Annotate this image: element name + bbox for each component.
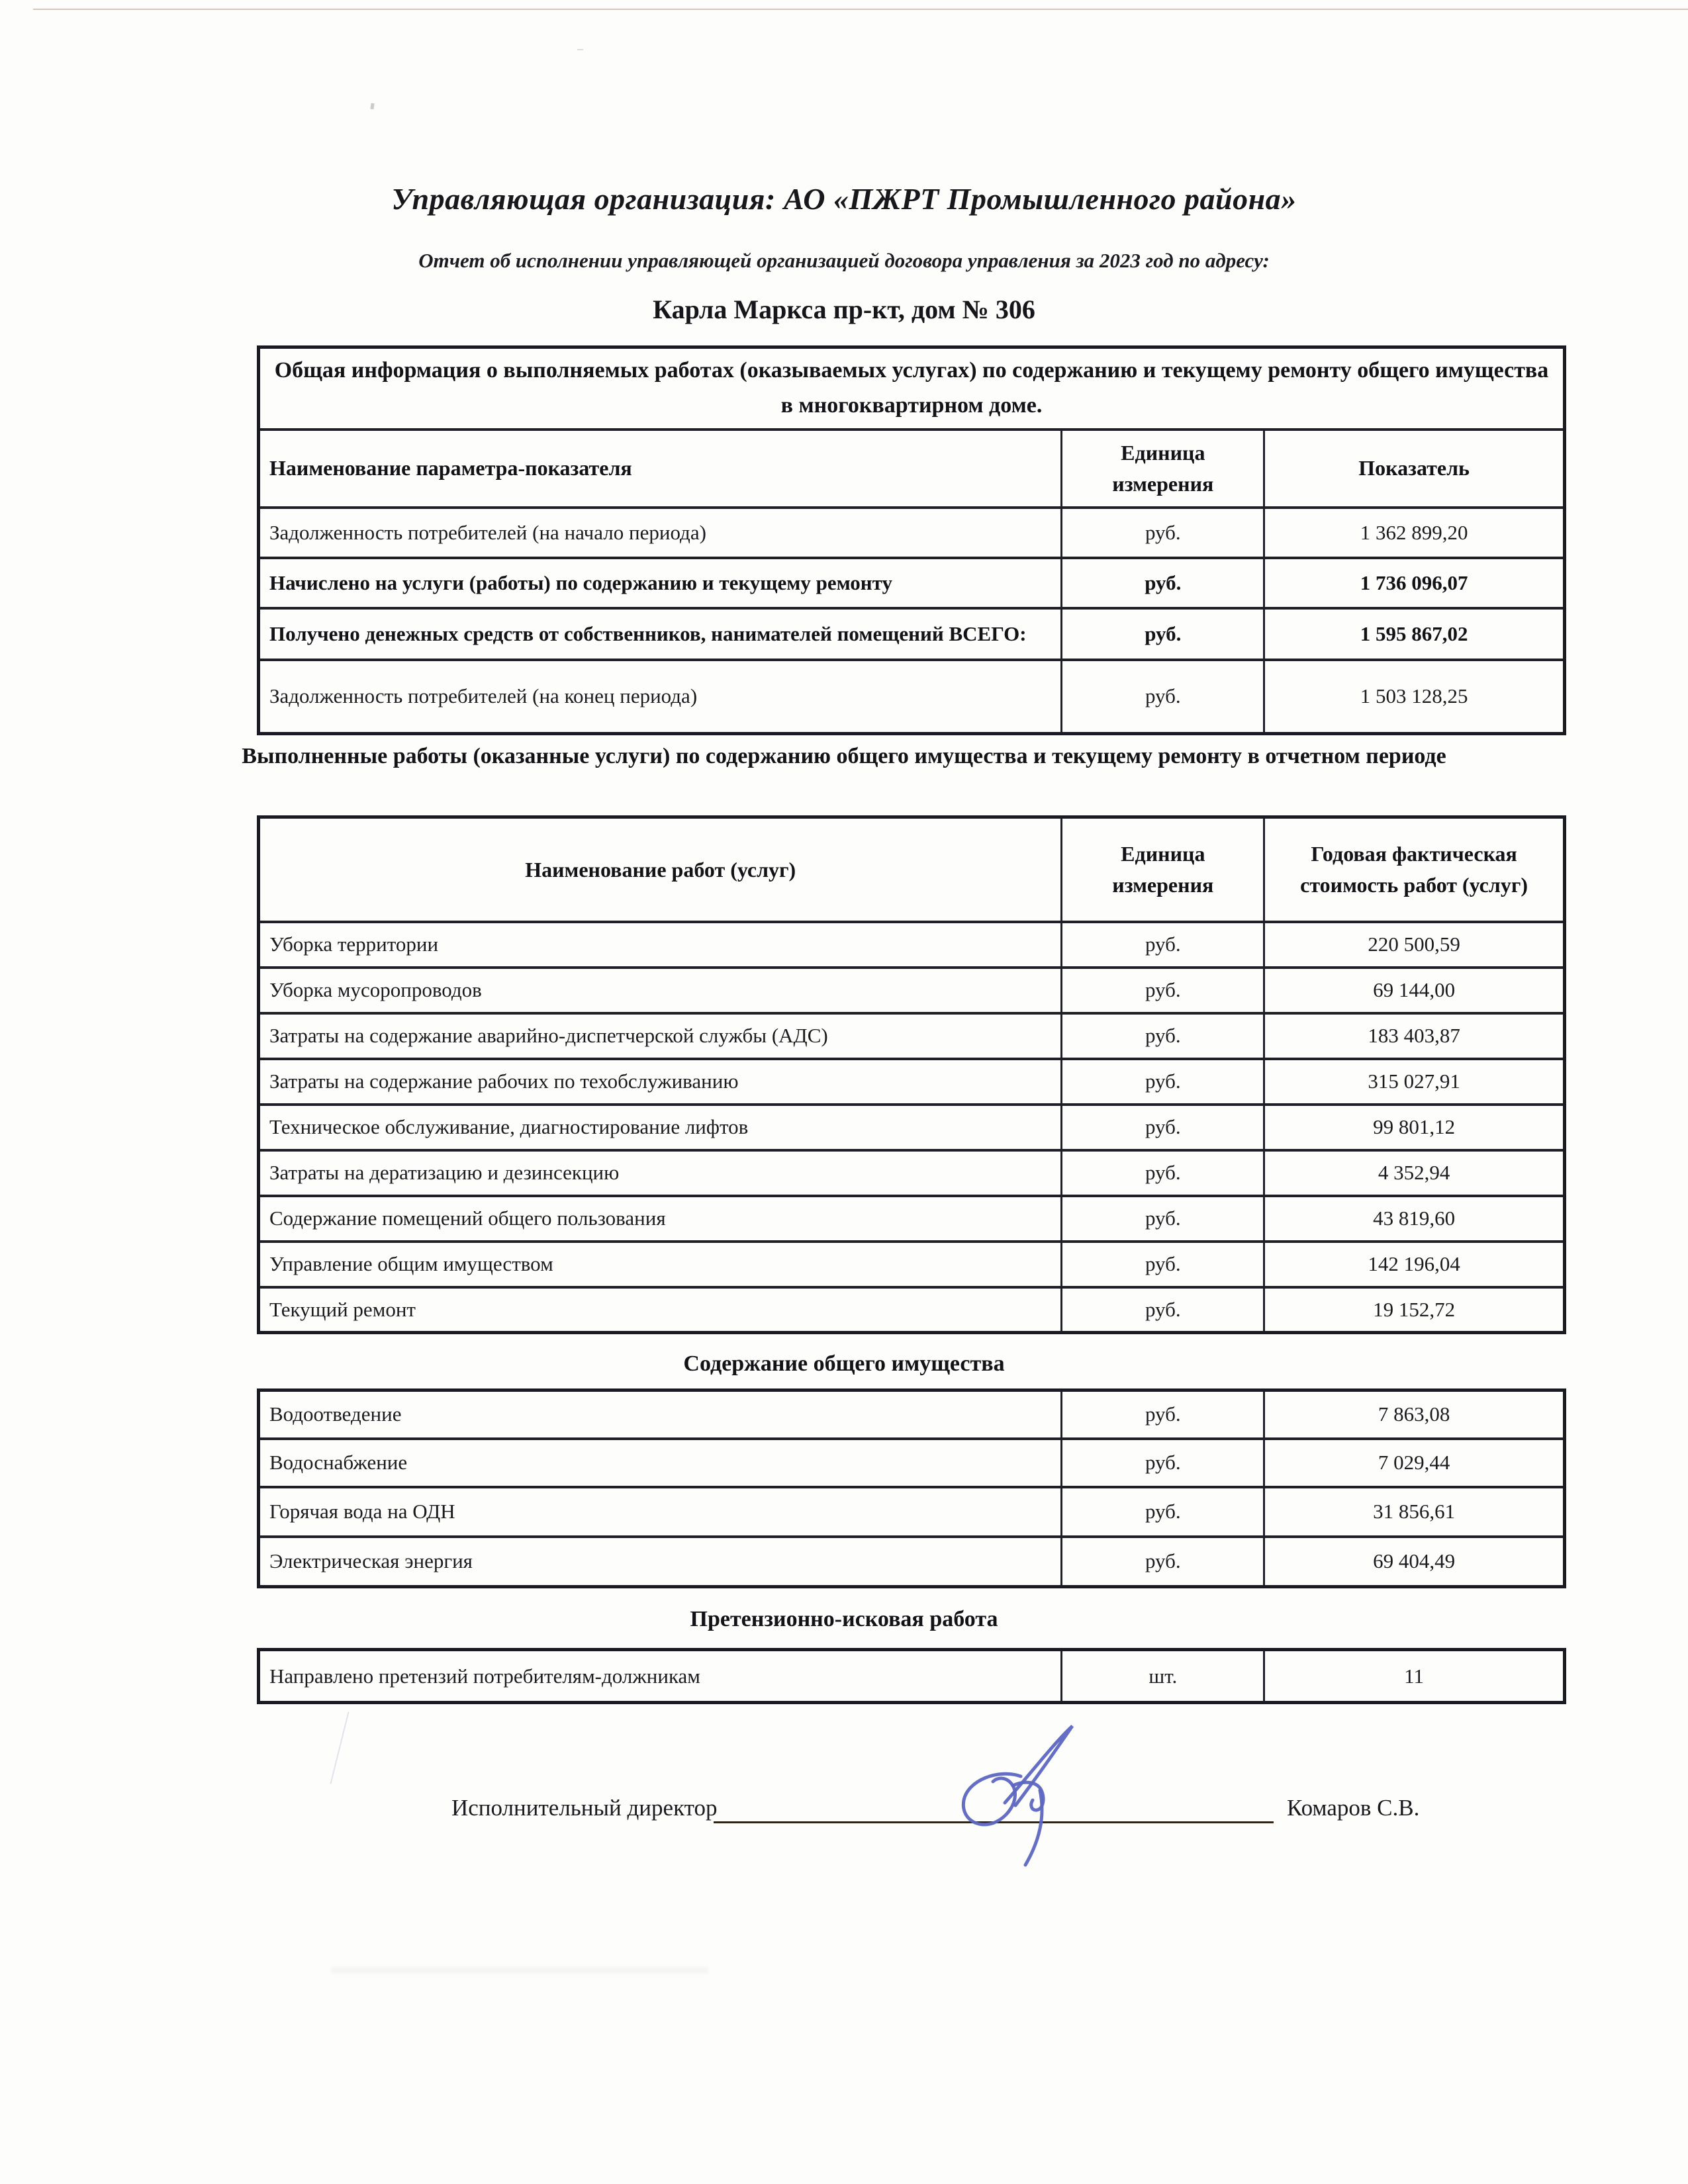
claim-name-cell: Направлено претензий потребителям-должникам — [259, 1650, 1062, 1703]
unit-cell: руб. — [1062, 1013, 1264, 1059]
table-row — [259, 558, 1565, 608]
work-name-cell: Техническое обслуживание, диагностирование лифтов — [259, 1105, 1062, 1150]
table-row — [259, 922, 1565, 968]
table-row — [259, 1650, 1565, 1703]
work-name-cell: Уборка мусоропроводов — [259, 968, 1062, 1013]
scan-ghost-stroke — [330, 1711, 349, 1784]
table-row — [259, 968, 1565, 1013]
unit-cell: руб. — [1062, 1487, 1264, 1537]
unit-cell: шт. — [1062, 1650, 1264, 1703]
service-name-cell: Водоснабжение — [259, 1439, 1062, 1487]
table-row — [259, 1059, 1565, 1105]
scan-artifact-line — [33, 9, 1688, 10]
value-cell: 142 196,04 — [1264, 1242, 1565, 1287]
value-cell: 183 403,87 — [1264, 1013, 1565, 1059]
work-name-cell: Текущий ремонт — [259, 1287, 1062, 1333]
table-row — [259, 1537, 1565, 1587]
value-cell: 4 352,94 — [1264, 1150, 1565, 1196]
unit-cell: руб. — [1062, 608, 1264, 660]
section-title-claims-work: Претензионно-исковая работа — [690, 1607, 998, 1631]
unit-cell: руб. — [1062, 1150, 1264, 1196]
unit-cell: руб. — [1062, 922, 1264, 968]
work-name-cell: Затраты на дератизацию и дезинсекцию — [259, 1150, 1062, 1196]
unit-cell: руб. — [1062, 1105, 1264, 1150]
column-header-unit: Единица измерения — [1062, 430, 1264, 508]
table-row — [259, 1013, 1565, 1059]
signature-name: Комаров С.В. — [1287, 1795, 1420, 1821]
value-cell: 315 027,91 — [1264, 1059, 1565, 1105]
table-row — [259, 508, 1565, 558]
signature-role-label: Исполнительный директор — [451, 1795, 718, 1821]
column-header-unit: Единица измерения — [1062, 817, 1264, 922]
section-title-performed-works: Выполненные работы (оказанные услуги) по содержанию общего имущества и текущему ремонту в отчетном периоде — [242, 744, 1446, 768]
unit-cell: руб. — [1062, 1059, 1264, 1105]
work-name-cell: Управление общим имуществом — [259, 1242, 1062, 1287]
value-cell: 7 029,44 — [1264, 1439, 1565, 1487]
general-info-table — [257, 345, 1566, 735]
param-name-cell: Начислено на услуги (работы) по содержанию и текущему ремонту — [259, 558, 1062, 608]
managing-organization-title: Управляющая организация: АО «ПЖРТ Промышленного района» — [391, 182, 1297, 216]
unit-cell: руб. — [1062, 1242, 1264, 1287]
unit-cell: руб. — [1062, 1439, 1264, 1487]
column-header-value: Годовая фактическая стоимость работ (услуг) — [1264, 817, 1565, 922]
performed-works-table — [257, 815, 1566, 1334]
value-cell: 43 819,60 — [1264, 1196, 1565, 1242]
value-cell: 19 152,72 — [1264, 1287, 1565, 1333]
table-row — [259, 1150, 1565, 1196]
param-name-cell: Получено денежных средств от собственников, нанимателей помещений ВСЕГО: — [259, 608, 1062, 660]
value-cell: 69 404,49 — [1264, 1537, 1565, 1587]
scan-smudge — [331, 1967, 708, 1974]
service-name-cell: Горячая вода на ОДН — [259, 1487, 1062, 1537]
value-cell: 1 736 096,07 — [1264, 558, 1565, 608]
value-cell: 31 856,61 — [1264, 1487, 1565, 1537]
work-name-cell: Содержание помещений общего пользования — [259, 1196, 1062, 1242]
column-header-value: Показатель — [1264, 430, 1565, 508]
claims-table — [257, 1648, 1566, 1704]
param-name-cell: Задолженность потребителей (на начало периода) — [259, 508, 1062, 558]
param-name-cell: Задолженность потребителей (на конец периода) — [259, 660, 1062, 734]
unit-cell: руб. — [1062, 558, 1264, 608]
unit-cell: руб. — [1062, 1537, 1264, 1587]
report-subtitle: Отчет об исполнении управляющей организацией договора управления за 2023 год по адресу: — [418, 249, 1270, 272]
table-row — [259, 1105, 1565, 1150]
section-title-common-property: Содержание общего имущества — [683, 1351, 1005, 1376]
work-name-cell: Уборка территории — [259, 922, 1062, 968]
unit-cell: руб. — [1062, 968, 1264, 1013]
table-row — [259, 1487, 1565, 1537]
scan-speck — [577, 49, 583, 50]
value-cell: 220 500,59 — [1264, 922, 1565, 968]
value-cell: 7 863,08 — [1264, 1390, 1565, 1439]
common-property-table — [257, 1388, 1566, 1588]
table-row — [259, 1287, 1565, 1333]
service-name-cell: Водоотведение — [259, 1390, 1062, 1439]
work-name-cell: Затраты на содержание рабочих по техобслуживанию — [259, 1059, 1062, 1105]
table-row — [259, 1439, 1565, 1487]
table-row — [259, 608, 1565, 660]
table-caption: Общая информация о выполняемых работах (оказываемых услугах) по содержанию и текущему ремонту общего имущества в многоквартирном доме. — [259, 347, 1565, 430]
column-header-name: Наименование параметра-показателя — [259, 430, 1062, 508]
value-cell: 1 595 867,02 — [1264, 608, 1565, 660]
signature-ink — [947, 1715, 1092, 1874]
table-row — [259, 1242, 1565, 1287]
value-cell: 69 144,00 — [1264, 968, 1565, 1013]
unit-cell: руб. — [1062, 1196, 1264, 1242]
value-cell: 11 — [1264, 1650, 1565, 1703]
value-cell: 99 801,12 — [1264, 1105, 1565, 1150]
table-row — [259, 660, 1565, 734]
table-row — [259, 1196, 1565, 1242]
column-header-name: Наименование работ (услуг) — [259, 817, 1062, 922]
unit-cell: руб. — [1062, 1390, 1264, 1439]
building-address: Карла Маркса пр-кт, дом № 306 — [653, 295, 1035, 324]
unit-cell: руб. — [1062, 508, 1264, 558]
scan-speck — [370, 103, 374, 110]
service-name-cell: Электрическая энергия — [259, 1537, 1062, 1587]
value-cell: 1 503 128,25 — [1264, 660, 1565, 734]
table-row — [259, 1390, 1565, 1439]
work-name-cell: Затраты на содержание аварийно-диспетчерской службы (АДС) — [259, 1013, 1062, 1059]
unit-cell: руб. — [1062, 660, 1264, 734]
unit-cell: руб. — [1062, 1287, 1264, 1333]
value-cell: 1 362 899,20 — [1264, 508, 1565, 558]
